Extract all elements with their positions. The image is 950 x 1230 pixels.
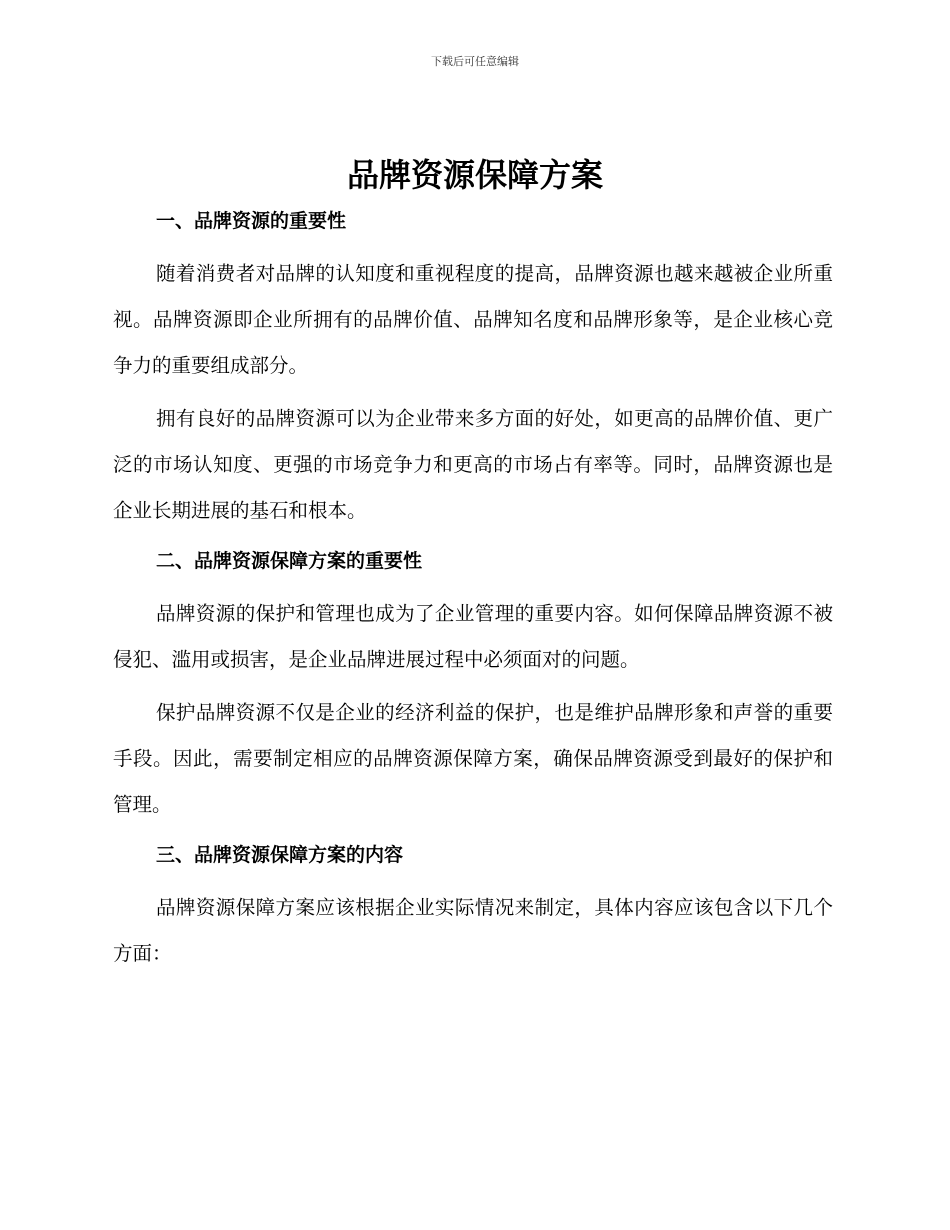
section-heading-1: 一、品牌资源的重要性 (156, 210, 347, 232)
document-title: 品牌资源保障方案 (346, 156, 603, 194)
paragraph: 品牌资源的保护和管理也成为了企业管理的重要内容。如何保障品牌资源不被侵犯、滥用或损害，是企业品牌进展过程中必须面对的问题。 (113, 602, 833, 671)
paragraph: 品牌资源保障方案应该根据企业实际情况来制定，具体内容应该包含以下几个方面： (113, 896, 833, 965)
paragraph: 随着消费者对品牌的认知度和重视程度的提高，品牌资源也越来越被企业所重视。品牌资源即企业所拥有的品牌价值、品牌知名度和品牌形象等，是企业核心竞争力的重要组成部分。 (113, 262, 833, 377)
section-heading-2: 二、品牌资源保障方案的重要性 (156, 550, 423, 572)
paragraph: 拥有良好的品牌资源可以为企业带来多方面的好处，如更高的品牌价值、更广泛的市场认知度、更强的市场竞争力和更高的市场占有率等。同时，品牌资源也是企业长期进展的基石和根本。 (113, 407, 833, 522)
document-body (113, 203, 833, 977)
paragraph: 保护品牌资源不仅是企业的经济利益的保护，也是维护品牌形象和声誉的重要手段。因此，需要制定相应的品牌资源保障方案，确保品牌资源受到最好的保护和管理。 (113, 701, 833, 816)
header-note: 下载后可任意编辑 (431, 55, 519, 68)
section-heading-3: 三、品牌资源保障方案的内容 (156, 844, 404, 866)
